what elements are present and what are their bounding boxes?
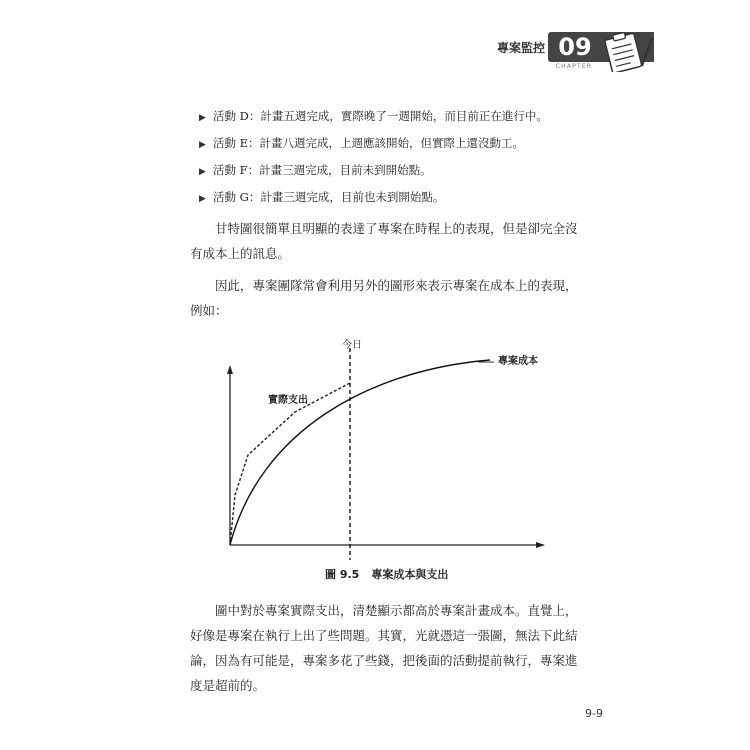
gantt-paragraph: [190, 216, 590, 266]
actual-spending-curve: [230, 383, 350, 545]
triangle-bullet-icon: ▶: [199, 140, 206, 150]
figure-caption-text: 專案成本與支出: [371, 568, 449, 581]
paragraph-line: 例如：: [190, 303, 228, 318]
figure-caption: [325, 566, 448, 582]
x-axis-arrow: [536, 542, 545, 548]
today-label: 今日: [342, 340, 362, 351]
list-item: [199, 135, 524, 153]
clipboard-checklist-icon: [598, 32, 654, 72]
planned-cost-curve: [230, 360, 490, 545]
paragraph-line: 圖中對於專案實際支出，清楚顯示都高於專案計畫成本。直覺上，: [215, 603, 578, 618]
list-item: [199, 108, 548, 126]
chapter-number: 09: [558, 33, 592, 61]
bullet-text: 活動 E：計畫八週完成，上週應該開始，但實際上還沒動工。: [213, 136, 525, 150]
figure-number: 圖 9.5: [325, 568, 360, 581]
paragraph-line: 度是超前的。: [190, 678, 266, 693]
cost-figure: [220, 330, 560, 570]
paragraph-line: 因此，專案團隊常會利用另外的圖形來表示專案在成本上的表現，: [215, 278, 578, 293]
paragraph-line: 有成本上的訊息。: [190, 246, 291, 261]
paragraph-line: 甘特圖很簡單且明顯的表達了專案在時程上的表現，但是卻完全沒: [215, 221, 578, 236]
analysis-paragraph: [190, 598, 590, 698]
page-header: [0, 30, 750, 80]
bullet-text: 活動 G：計畫三週完成，目前也未到開始點。: [213, 190, 445, 204]
list-item: [199, 162, 432, 180]
triangle-bullet-icon: ▶: [199, 194, 206, 204]
list-item: [199, 189, 444, 207]
bullet-text: 活動 D：計畫五週完成，實際晚了一週開始，而目前正在進行中。: [213, 109, 548, 123]
paragraph-line: 好像是專案在執行上出了些問題。其實，光就憑這一張圖，無法下此結: [190, 628, 578, 643]
intro-figure-paragraph: [190, 273, 590, 323]
section-title: 專案監控: [497, 41, 546, 55]
page-number: 9-9: [585, 707, 603, 720]
planned-cost-label: 專案成本: [498, 356, 538, 367]
paragraph-line: 論，因為有可能是，專案多花了些錢，把後面的活動提前執行，專案進: [190, 653, 578, 668]
actual-spending-label: 實際支出: [268, 395, 308, 406]
chapter-label: CHAPTER: [555, 63, 593, 70]
triangle-bullet-icon: ▶: [199, 167, 206, 177]
y-axis-arrow: [227, 365, 233, 374]
bullet-text: 活動 F：計畫三週完成，目前未到開始點。: [213, 163, 432, 177]
triangle-bullet-icon: ▶: [199, 113, 206, 123]
